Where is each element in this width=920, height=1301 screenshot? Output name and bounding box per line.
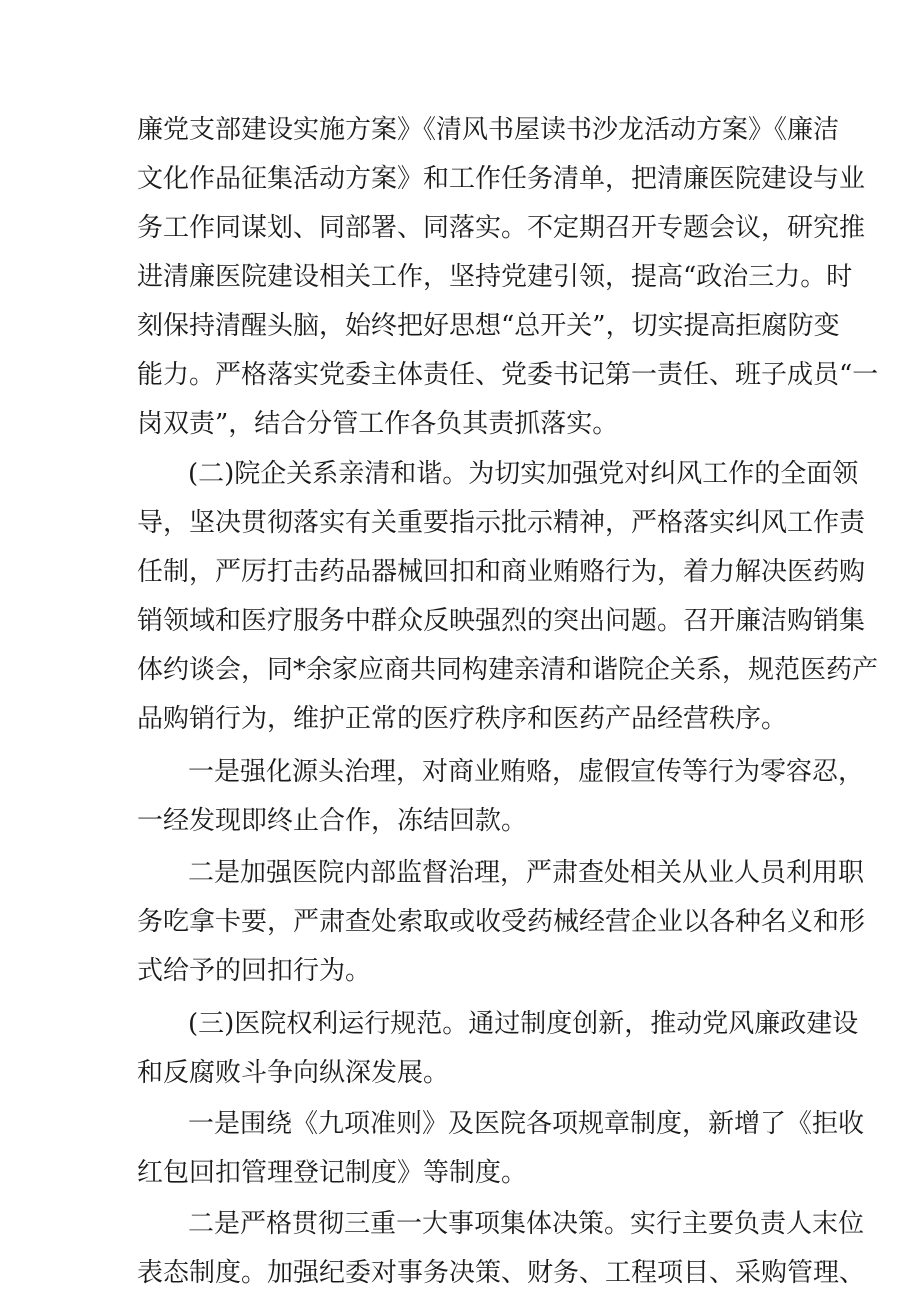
text-line: 刻保持清醒头脑，始终把好思想“总开关”，切实提高拒腐防变 <box>137 311 840 341</box>
text-line: 务工作同谋划、同部署、同落实。不定期召开专题会议，研究推 <box>137 213 866 243</box>
section-heading-line: (三)医院权利运行规范。通过制度创新，推动党风廉政建设 <box>188 1009 859 1039</box>
text-line: 二是加强医院内部监督治理，严肃查处相关从业人员利用职 <box>188 858 865 888</box>
text-line: 和反腐败斗争向纵深发展。 <box>137 1058 450 1088</box>
section-heading-line: (二)院企关系亲清和谐。为切实加强党对纠风工作的全面领 <box>188 459 859 489</box>
text-line: 进清廉医院建设相关工作，坚持党建引领，提高“政治三力。时 <box>137 262 853 292</box>
text-line: 导，坚决贯彻落实有关重要指示批示精神，严格落实纠风工作责 <box>137 508 866 538</box>
text-line: 能力。严格落实党委主体责任、党委书记第一责任、班子成员“一 <box>137 360 879 390</box>
text-line: 一是强化源头治理，对商业贿赂，虚假宣传等行为零容忍， <box>188 757 865 787</box>
text-line: 任制，严厉打击药品器械回扣和商业贿赂行为，着力解决医药购 <box>137 557 866 587</box>
text-line: 销领域和医疗服务中群众反映强烈的突出问题。召开廉洁购销集 <box>137 606 866 636</box>
text-line: 务吃拿卡要，严肃查处索取或收受药械经营企业以各种名义和形 <box>137 907 866 937</box>
text-line: 红包回扣管理登记制度》等制度。 <box>137 1158 528 1188</box>
text-line: 表态制度。加强纪委对事务决策、财务、工程项目、采购管理、 <box>137 1258 866 1288</box>
text-line: 一是围绕《九项准则》及医院各项规章制度，新增了《拒收 <box>188 1109 865 1139</box>
text-line: 式给予的回扣行为。 <box>137 956 372 986</box>
text-line: 一经发现即终止合作，冻结回款。 <box>137 806 528 836</box>
text-line: 文化作品征集活动方案》和工作任务清单，把清廉医院建设与业 <box>137 164 866 194</box>
text-line: 廉党支部建设实施方案》《清风书屋读书沙龙活动方案》《廉洁 <box>137 115 840 145</box>
text-line: 岗双责”，结合分管工作各负其责抓落实。 <box>137 409 619 439</box>
text-line: 体约谈会，同*余家应商共同构建亲清和谐院企关系，规范医药产 <box>137 655 879 685</box>
text-line: 品购销行为，维护正常的医疗秩序和医药产品经营秩序。 <box>137 704 788 734</box>
text-line: 二是严格贯彻三重一大事项集体决策。实行主要负责人末位 <box>188 1209 865 1239</box>
